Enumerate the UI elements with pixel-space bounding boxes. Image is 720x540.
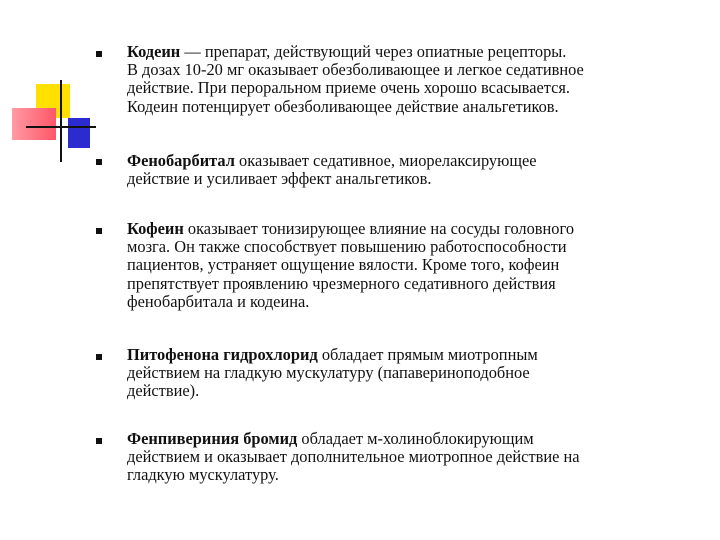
item-text [127, 43, 697, 116]
bullet-icon [96, 51, 102, 57]
item-body: оказывает тонизирующее влияние на сосуды головного мозга. Он также способствует повышению работоспособности пациентов, устраняет ощущение вялости. Кроме того, кофеин препятствует проявлению чрезмерного седативного действия фенобарбитала и кодеина. [127, 219, 575, 311]
item-text [127, 152, 697, 188]
item-body: — препарат, действующий через опиатные рецепторы. В дозах 10-20 мг оказывает обезболивающее и легкое седативное действие. При пероральном приеме очень хорошо всасывается. Кодеин потенцирует обезболивающее действие анальгетиков. [127, 42, 584, 116]
item-text [127, 346, 697, 401]
item-term: Кодеин [127, 42, 181, 61]
item-body: обладает м-холиноблокирующим действием и оказывает дополнительное миотропное действие на гладкую мускулатуру. [127, 429, 580, 485]
item-body: обладает прямым миотропным действием на гладкую мускулатуру (папавериноподобное действие). [127, 345, 538, 401]
item-text [127, 430, 697, 485]
bullet-icon [96, 438, 102, 444]
bullet-icon [96, 354, 102, 360]
item-term: Питофенона гидрохлорид [127, 345, 318, 364]
item-term: Фенпивериния бромид [127, 429, 298, 448]
item-term: Кофеин [127, 219, 184, 238]
item-term: Фенобарбитал [127, 151, 235, 170]
bullet-icon [96, 159, 102, 165]
item-body: оказывает седативное, миорелаксирующее действие и усиливает эффект анальгетиков. [127, 151, 537, 189]
item-text [127, 220, 697, 311]
bullet-icon [96, 228, 102, 234]
